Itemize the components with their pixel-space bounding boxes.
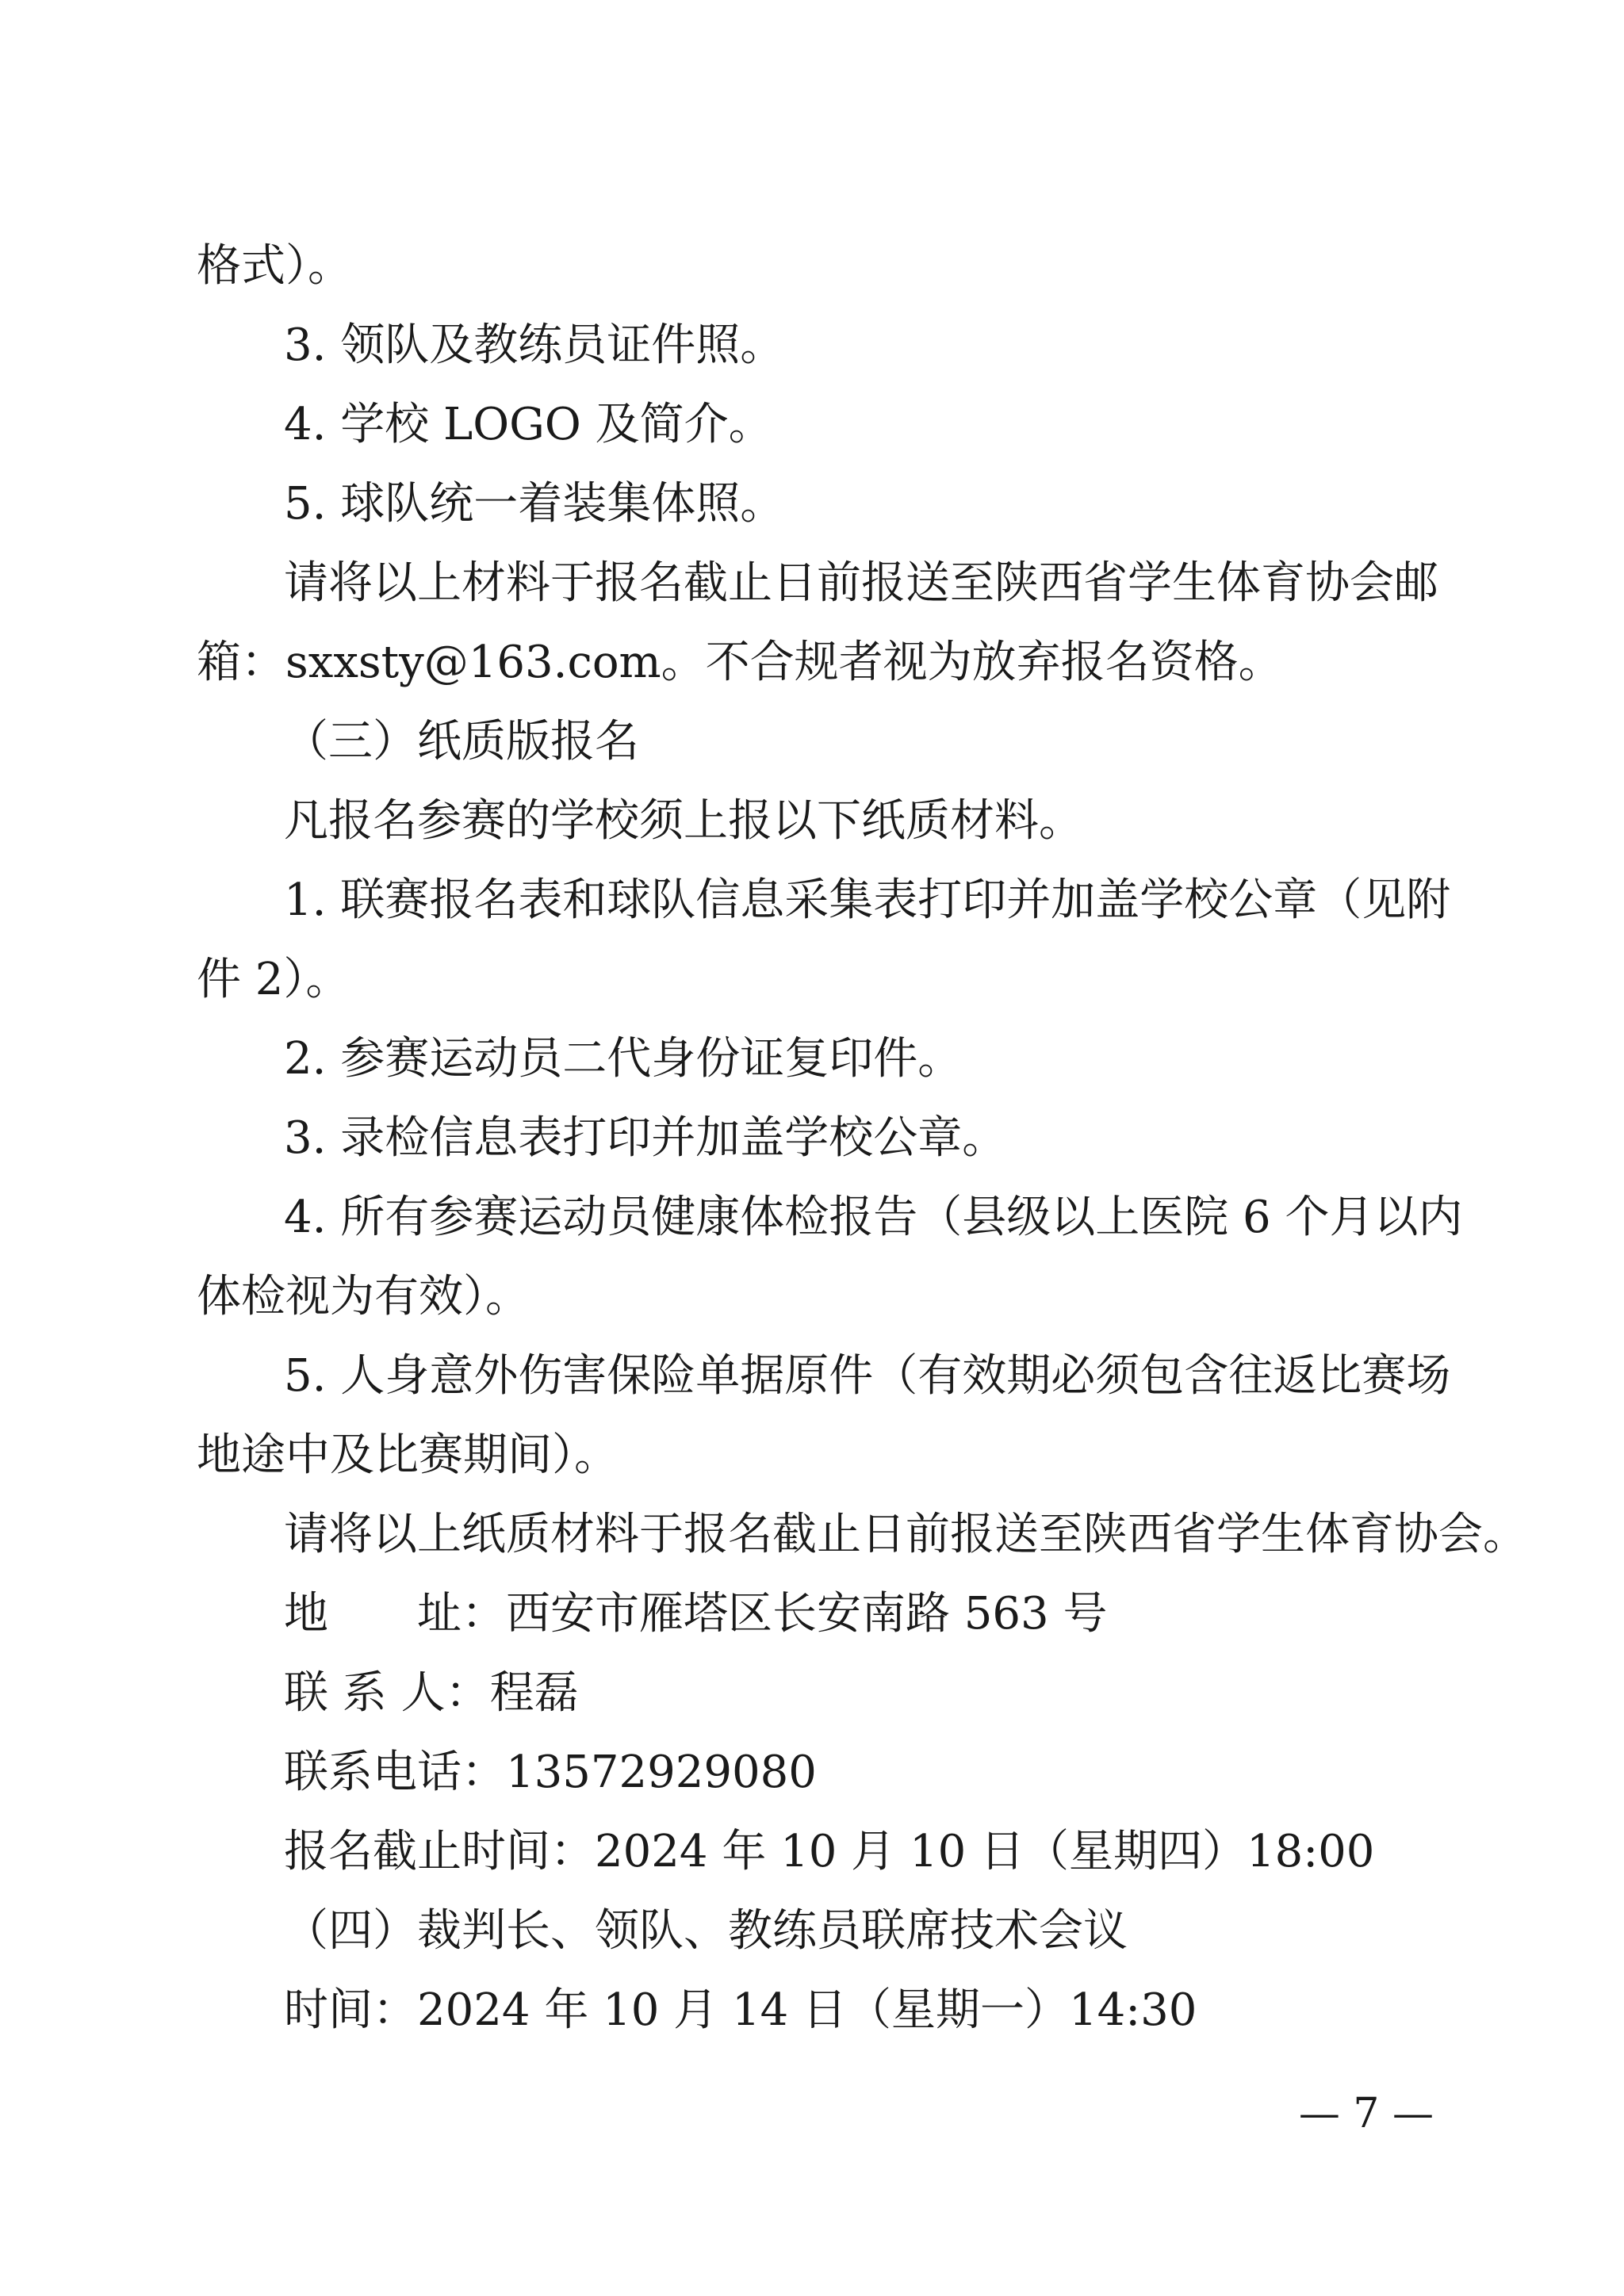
contact-phone-line: 联系电话：13572929080 bbox=[284, 1747, 817, 1798]
deadline-line: 报名截止时间：2024 年 10 月 10 日（星期四）18:00 bbox=[284, 1826, 1375, 1877]
meeting-time-line: 时间：2024 年 10 月 14 日（星期一）14:30 bbox=[284, 1984, 1197, 2036]
text-line-1: 格式）。 bbox=[197, 240, 352, 292]
text-line-15: 5. 人身意外伤害保险单据原件（有效期必须包含往返比赛场 bbox=[284, 1350, 1451, 1402]
text-line-16: 地途中及比赛期间）。 bbox=[197, 1429, 619, 1481]
text-line-8: 凡报名参赛的学校须上报以下纸质材料。 bbox=[284, 795, 1083, 847]
text-line-13: 4. 所有参赛运动员健康体检报告（县级以上医院 6 个月以内 bbox=[284, 1192, 1463, 1243]
text-line-9: 1. 联赛报名表和球队信息采集表打印并加盖学校公章（见附 bbox=[284, 874, 1451, 926]
text-line-3: 4. 学校 LOGO 及简介。 bbox=[284, 399, 773, 450]
text-line-12: 3. 录检信息表打印并加盖学校公章。 bbox=[284, 1112, 1007, 1164]
contact-person-line: 联 系 人：程磊 bbox=[284, 1667, 579, 1719]
text-line-5: 请将以上材料于报名截止日前报送至陕西省学生体育协会邮 bbox=[284, 557, 1438, 609]
text-line-10: 件 2）。 bbox=[197, 954, 350, 1005]
section-heading-3: （三）纸质版报名 bbox=[284, 716, 639, 767]
section-heading-4: （四）裁判长、领队、教练员联席技术会议 bbox=[284, 1905, 1128, 1957]
text-line-6: 箱：sxxsty@163.com。不合规者视为放弃报名资格。 bbox=[197, 637, 1283, 688]
page-number: — 7 — bbox=[1298, 2090, 1434, 2137]
text-line-17: 请将以上纸质材料于报名截止日前报送至陕西省学生体育协会。 bbox=[284, 1509, 1527, 1560]
text-line-2: 3. 领队及教练员证件照。 bbox=[284, 320, 785, 371]
text-line-4: 5. 球队统一着装集体照。 bbox=[284, 478, 785, 530]
address-line: 地 址：西安市雁塔区长安南路 563 号 bbox=[284, 1588, 1108, 1640]
text-line-14: 体检视为有效）。 bbox=[197, 1271, 530, 1322]
text-line-11: 2. 参赛运动员二代身份证复印件。 bbox=[284, 1033, 963, 1085]
